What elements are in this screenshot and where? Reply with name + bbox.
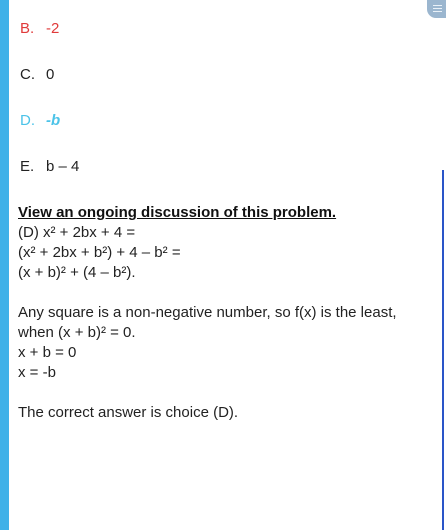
spacer <box>18 283 428 303</box>
choice-value: b – 4 <box>46 158 80 175</box>
answer-choice-c <box>20 66 54 84</box>
explanation-reasoning: when (x + b)² = 0. <box>18 324 136 341</box>
choice-letter: C. <box>20 66 35 83</box>
spacer <box>18 383 428 403</box>
choice-value: -2 <box>46 20 60 37</box>
choice-letter: B. <box>20 20 35 37</box>
answer-choice-d <box>20 112 60 130</box>
explanation-step: (x² + 2bx + b²) + 4 – b² = <box>18 244 181 261</box>
explanation-step: (x + b)² + (4 – b²). <box>18 264 136 281</box>
notepad-icon[interactable] <box>427 0 446 18</box>
explanation-conclusion: The correct answer is choice (D). <box>18 404 239 421</box>
explanation <box>18 203 428 423</box>
answer-choice-e <box>20 158 79 176</box>
choice-letter: E. <box>20 158 35 175</box>
choice-value: -b <box>46 112 61 129</box>
explanation-reasoning: x + b = 0 <box>18 344 77 361</box>
choice-letter: D. <box>20 112 35 129</box>
answer-choice-b <box>20 20 59 38</box>
explanation-reasoning: Any square is a non-negative number, so f(x) is the least, <box>18 304 397 321</box>
explanation-reasoning: x = -b <box>18 364 56 381</box>
discussion-link[interactable]: View an ongoing discussion of this problem. <box>18 204 337 221</box>
explanation-step: (D) x² + 2bx + 4 = <box>18 224 136 241</box>
right-divider <box>442 170 444 530</box>
left-accent-bar <box>0 0 9 530</box>
choice-value: 0 <box>46 66 55 83</box>
